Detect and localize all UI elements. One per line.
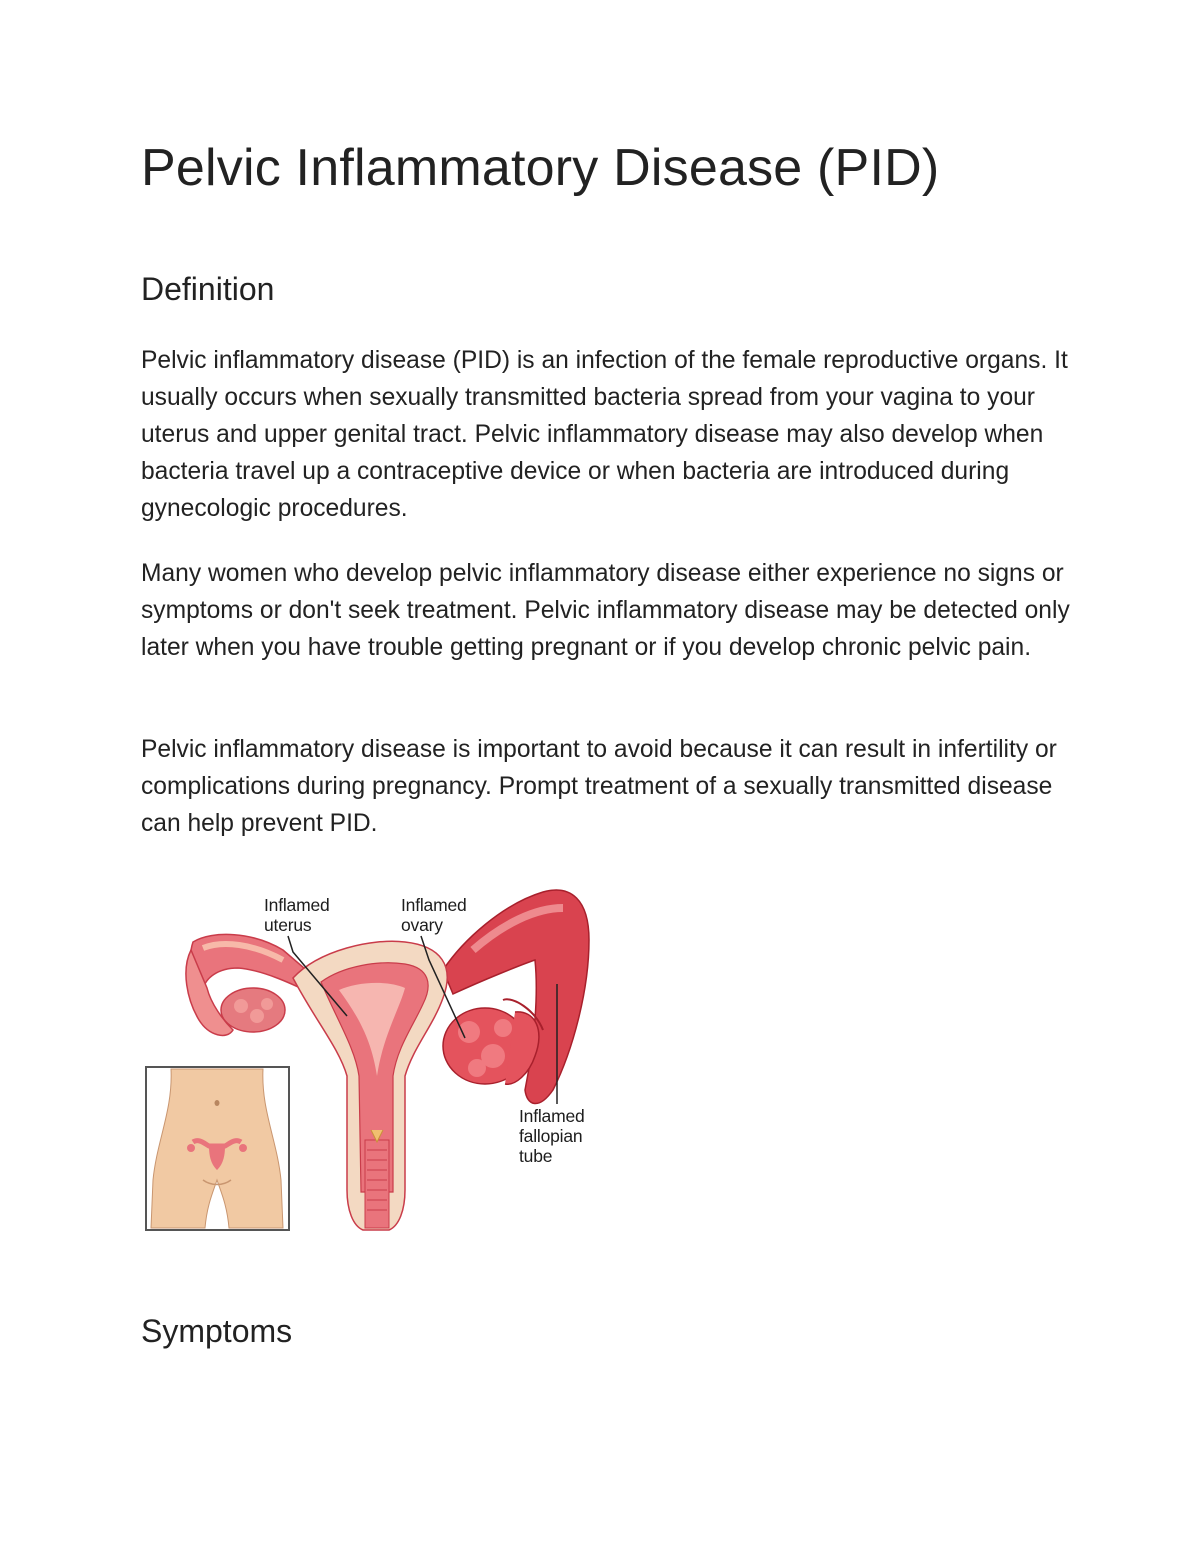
body-inset — [146, 1067, 289, 1230]
uterus — [293, 941, 447, 1230]
definition-paragraph-2: Many women who develop pelvic inflammatory disease either experience no signs or symptoms or don't seek treatment. Pelvic inflammatory disease may be detected only later when you have trouble getting pregnant or if you develop chronic pelvic pain. — [141, 560, 1070, 661]
section-heading-definition: Definition — [141, 271, 275, 307]
page-title: Pelvic Inflammatory Disease (PID) — [141, 139, 940, 197]
left-ovary — [221, 988, 285, 1032]
label-inflamed-fallopian-tube: Inflamed fallopian tube — [519, 1106, 585, 1166]
right-ovary — [443, 1008, 539, 1084]
definition-paragraph-3: Pelvic inflammatory disease is important to avoid because it can result in infertility or complications during pregnancy. Prompt treatment of a sexually transmitted disease can help prevent PID. — [141, 736, 1057, 837]
section-heading-symptoms: Symptoms — [141, 1313, 293, 1349]
pid-anatomy-illustration — [143, 880, 603, 1236]
definition-paragraph-1: Pelvic inflammatory disease (PID) is an infection of the female reproductive organs. It usually occurs when sexually transmitted bacteria spread from your vagina to your uterus and upper genital tract. Pelvic inflammatory disease may also develop when bacteria travel up a contraceptive device or when bacteria are introduced during gynecologic procedures. — [141, 347, 1068, 522]
label-inflamed-uterus: Inflamed uterus — [264, 895, 330, 935]
uterus-diagram — [143, 880, 603, 1236]
label-inflamed-ovary: Inflamed ovary — [401, 895, 467, 935]
